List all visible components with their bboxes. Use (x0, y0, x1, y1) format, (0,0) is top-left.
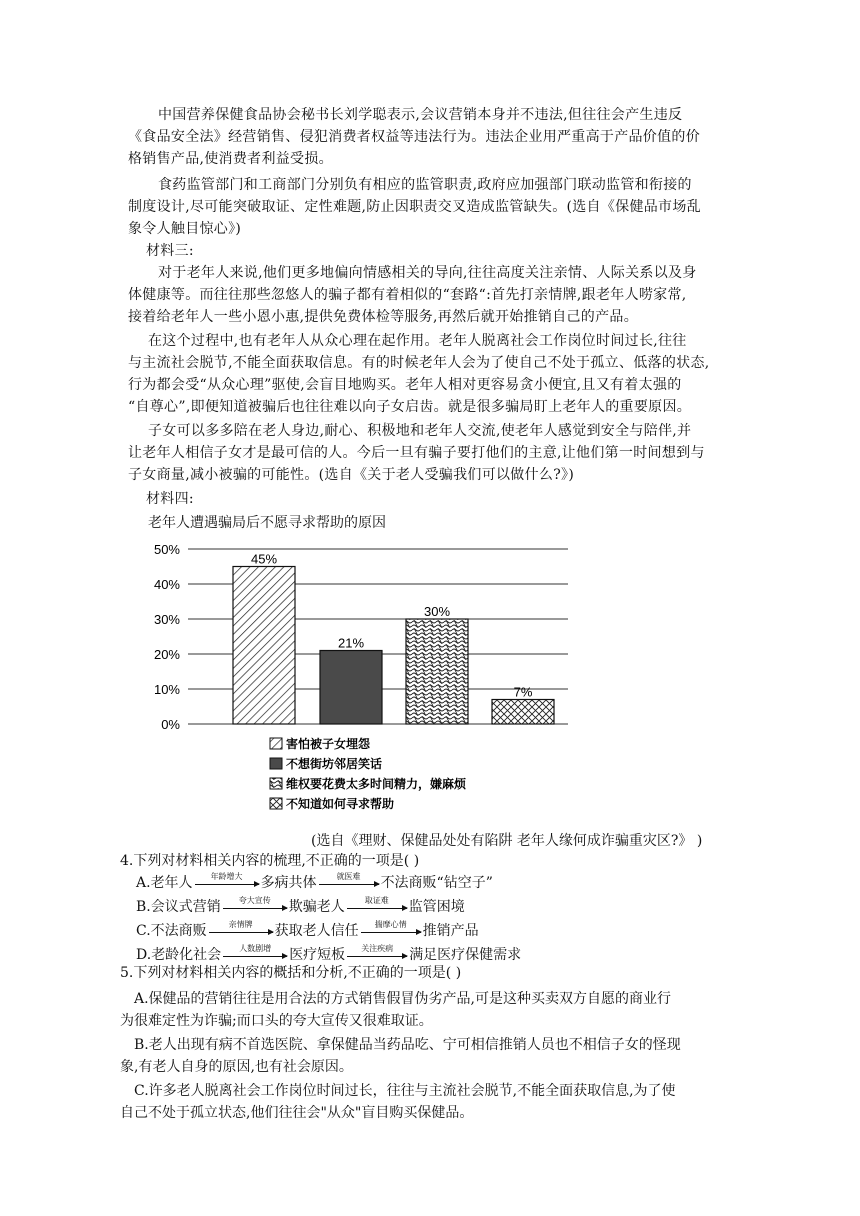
legend-swatch (270, 778, 282, 789)
flow-middle: 医疗短板 (289, 947, 346, 963)
legend-label: 不知道如何寻求帮助 (286, 797, 395, 811)
arrow-icon (347, 895, 407, 909)
section-heading: 材料四: (146, 491, 194, 507)
paragraph-line: 《食品安全法》经营销售、侵犯消费者权益等违法行为。违法企业用严重高于产品价值的价 (128, 129, 700, 145)
paragraph-line: 子女可以多多陪在老人身边,耐心、积极地和老年人交流,使老年人感觉到安全与陪伴,并 (148, 423, 692, 439)
arrow-icon (223, 943, 287, 957)
bar-value-label: 30% (423, 604, 451, 619)
flow-start: 不法商贩 (150, 923, 207, 939)
arrow-label: 年龄增大 (210, 871, 243, 881)
arrow-label: 亲情牌 (228, 919, 253, 929)
arrow-label: 人数剧增 (239, 943, 272, 953)
flow-middle: 欺骗老人 (288, 899, 345, 915)
option-letter: C. (136, 923, 151, 939)
paragraph-line: 行为都会受“从众心理”驱使,会盲目地购买。老年人相对更容易贪小便宜,且又有着太强的 (128, 377, 682, 393)
paragraph-line: 中国营养保健食品协会秘书长刘学聪表示,会议营销本身并不违法,但往往会产生违反 (158, 107, 683, 123)
question-5-option-line: A.保健品的营销往往是用合法的方式销售假冒伪劣产品,可是这种买卖双方自愿的商业行 (134, 991, 672, 1007)
bar (406, 619, 468, 724)
paragraph-line: 制度设计,尽可能突破取证、定性难题,防止因职责交叉造成监管缺失。(选自《保健品市场乱 (128, 199, 701, 215)
question-5-stem: 5.下列对材料相关内容的概括和分析,不正确的一项是( ) (120, 965, 462, 981)
y-tick-label: 0% (161, 717, 180, 732)
arrow-icon (361, 919, 421, 933)
y-tick-label: 40% (153, 577, 180, 592)
legend-swatch (270, 738, 282, 749)
arrow-icon (209, 919, 273, 933)
legend-label: 维权要花费太多时间精力，嫌麻烦 (286, 777, 467, 791)
chart-title: 老年人遭遇骗局后不愿寻求帮助的原因 (148, 515, 386, 531)
bar-chart (140, 532, 580, 822)
flow-start: 会议式营销 (150, 899, 221, 915)
arrow-label: 就医难 (336, 871, 361, 881)
arrow-icon (347, 943, 407, 957)
arrow-icon (319, 871, 379, 885)
arrow-label: 取证难 (364, 895, 389, 905)
arrow-label: 揣摩心情 (374, 919, 407, 929)
bar (233, 567, 295, 725)
paragraph-line: “自尊心”,即便知道被骗后也往往难以向子女启齿。就是很多骗局盯上老年人的重要原因。 (128, 399, 692, 415)
y-tick-label: 30% (153, 612, 180, 627)
paragraph-line: 象令人触目惊心》) (128, 221, 242, 237)
bar (492, 700, 554, 725)
y-tick-label: 50% (153, 542, 180, 557)
question-5-option-line: B.老人出现有病不首选医院、拿保健品当药品吃、宁可相信推销人员也不相信子女的怪现 (134, 1037, 681, 1053)
paragraph-line: 让老年人相信子女才是最可信的人。今后一旦有骗子要打他们的主意,让他们第一时间想到与 (128, 445, 705, 461)
option-letter: A. (136, 875, 151, 891)
arrow-icon (223, 895, 287, 909)
bar (320, 651, 382, 725)
arrow-label: 关注疾病 (361, 943, 394, 953)
flow-end: 满足医疗保健需求 (409, 947, 522, 963)
paragraph-line: 对于老年人来说,他们更多地偏向情感相关的导向,往往高度关注亲情、人际关系以及身 (158, 265, 697, 281)
flow-start: 老年人 (150, 875, 193, 891)
question-4-option (136, 920, 479, 942)
question-5-option-line: 为很难定性为诈骗;而口头的夸大宣传又很难取证。 (120, 1013, 433, 1029)
flow-middle: 获取老人信任 (274, 923, 359, 939)
legend-swatch (270, 798, 282, 809)
paragraph-line: 子女商量,减小被骗的可能性。(选自《关于老人受骗我们可以做什么?》) (128, 467, 575, 483)
flow-start: 老龄化社会 (151, 947, 222, 963)
bar-value-label: 21% (337, 635, 365, 651)
paragraph-line: 与主流社会脱节,不能全面获取信息。有的时候老年人会为了使自己不处于孤立、低落的状态, (128, 355, 710, 371)
flow-middle: 多病共体 (260, 875, 317, 891)
legend-label: 不想街坊邻居笑话 (286, 757, 383, 771)
bar-value-label: 7% (513, 684, 533, 700)
section-heading: 材料三: (146, 243, 194, 259)
source-note: (选自《理财、保健品处处有陷阱 老年人缘何成诈骗重灾区?》 ) (311, 833, 703, 849)
legend-label: 害怕被子女埋怨 (286, 737, 371, 751)
question-5-option-line: 自己不处于孤立状态,他们往往会"从众"盲目购买保健品。 (120, 1105, 474, 1121)
arrow-label: 夸大宣传 (238, 895, 271, 905)
paragraph-line: 接着给老年人一些小恩小惠,提供免费体检等服务,再然后就开始推销自己的产品。 (128, 309, 638, 325)
paragraph-line: 在这个过程中,也有老年人从众心理在起作用。老年人脱离社会工作岗位时间过长,往往 (148, 333, 687, 349)
paragraph-line: 格销售产品,使消费者利益受损。 (128, 151, 333, 167)
bar-value-label: 45% (250, 551, 278, 567)
option-letter: B. (136, 899, 151, 915)
y-tick-label: 10% (153, 682, 180, 697)
flow-end: 推销产品 (422, 923, 479, 939)
question-5-option-line: C.许多老人脱离社会工作岗位时间过长，往往与主流社会脱节,不能全面获取信息,为了使 (134, 1083, 676, 1099)
flow-end: 监管困境 (408, 899, 465, 915)
paragraph-line: 体健康等。而往往那些忽悠人的骗子都有着相似的“套路“:首先打亲情牌,跟老年人唠家常, (128, 287, 687, 303)
legend-swatch (270, 758, 282, 769)
arrow-icon (195, 871, 259, 885)
question-4-option (136, 872, 493, 894)
question-5-option-line: 象,有老人自身的原因,也有社会原因。 (120, 1059, 353, 1075)
question-4-stem: 4.下列对材料相关内容的梳理,不正确的一项是( ) (120, 853, 420, 869)
question-4-option (136, 896, 465, 918)
paragraph-line: 食药监管部门和工商部门分别负有相应的监管职责,政府应加强部门联动监管和衔接的 (158, 177, 692, 193)
option-letter: D. (136, 947, 152, 963)
flow-end: 不法商贩“钻空子” (380, 875, 493, 891)
y-tick-label: 20% (153, 647, 180, 662)
